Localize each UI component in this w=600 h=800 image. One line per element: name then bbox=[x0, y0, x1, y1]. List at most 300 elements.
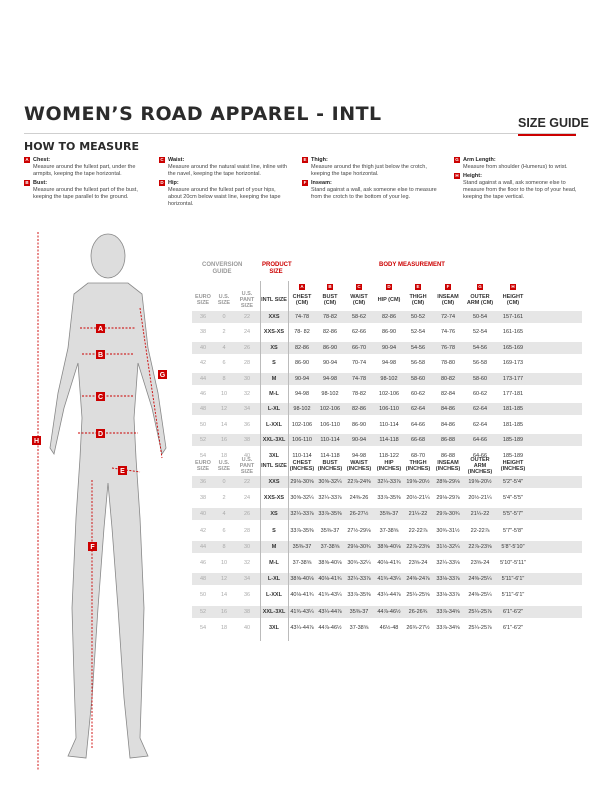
conv-cell: 12 bbox=[220, 576, 228, 583]
cm-cell: 173-177 bbox=[502, 375, 524, 382]
measure-item bbox=[454, 173, 584, 201]
cm-cell: 90-94 bbox=[322, 360, 338, 367]
in-cell: 43¼-44⅞ bbox=[290, 624, 314, 631]
cm-cell: 84-86 bbox=[440, 421, 456, 428]
body-measurement-header: BODY MEASUREMENT bbox=[379, 262, 445, 268]
rider-badge-g bbox=[158, 370, 167, 379]
size-cell: XXS-XS bbox=[263, 329, 285, 336]
in-cell: 32¼-33⅞ bbox=[377, 479, 401, 485]
in-cell: 26-27½ bbox=[349, 511, 369, 518]
svg-text:D: D bbox=[97, 431, 104, 438]
measure-header: HIP (INCHES) bbox=[376, 460, 402, 472]
conv-cell: 40 bbox=[243, 624, 251, 631]
in-cell: 19⅝-20½ bbox=[406, 479, 430, 485]
measure-header: HIP (CM) bbox=[377, 297, 401, 303]
cm-cell: 94-98 bbox=[351, 452, 367, 459]
cm-cell: 58-62 bbox=[351, 314, 367, 320]
cm-cell: 62-66 bbox=[351, 329, 367, 336]
in-cell: 30¾-32¼ bbox=[347, 560, 371, 566]
in-cell: 44⅞-46½ bbox=[377, 608, 401, 615]
measure-badge-icon: B bbox=[328, 284, 332, 289]
table-row bbox=[192, 311, 582, 323]
cm-cell: 98-102 bbox=[321, 391, 339, 397]
conv-cell: 34 bbox=[243, 406, 251, 413]
in-cell: 23⅝-24 bbox=[408, 560, 428, 566]
in-cell: 35⅜-37 bbox=[379, 511, 399, 518]
cm-cell: 82-86 bbox=[381, 314, 397, 320]
cm-cell: 76-78 bbox=[440, 344, 456, 351]
table-row bbox=[192, 476, 582, 488]
measure-header: THIGH (INCHES) bbox=[405, 460, 431, 472]
in-cell: 5'10"-5'11" bbox=[500, 560, 526, 566]
in-cell: 46½-48 bbox=[379, 624, 399, 631]
table-row bbox=[192, 573, 582, 585]
conv-header: U.S. PANT SIZE bbox=[239, 291, 255, 309]
conv-cell: 36 bbox=[199, 314, 207, 320]
cm-cell: 90-94 bbox=[351, 437, 367, 444]
table-row bbox=[192, 326, 582, 338]
in-cell: 32¼-33⅞ bbox=[290, 511, 314, 518]
table-row bbox=[192, 622, 582, 634]
svg-text:F: F bbox=[90, 544, 95, 551]
cm-cell: 58-60 bbox=[410, 375, 426, 382]
conv-cell: 48 bbox=[199, 406, 207, 413]
rider-illustration bbox=[20, 228, 196, 798]
in-cell: 31½-32¼ bbox=[436, 543, 460, 550]
conv-cell: 26 bbox=[243, 344, 251, 351]
cm-cell: 102-106 bbox=[378, 391, 400, 397]
table-row bbox=[192, 434, 582, 446]
rider-badge-c bbox=[96, 392, 105, 401]
table-row bbox=[192, 357, 582, 369]
svg-text:B: B bbox=[97, 352, 104, 359]
in-cell: 32¼-33⅞ bbox=[347, 576, 371, 583]
rider-badge-f bbox=[88, 542, 97, 551]
measure-header: CHEST (CM) bbox=[292, 294, 312, 306]
cm-cell: 62-64 bbox=[472, 406, 488, 413]
conv-cell: 42 bbox=[199, 527, 207, 534]
size-cell: M-L bbox=[269, 391, 279, 397]
in-cell: 20½-21¼ bbox=[468, 495, 492, 502]
table-row bbox=[192, 388, 582, 400]
measure-header: HEIGHT (INCHES) bbox=[500, 460, 526, 472]
product-size-header: PRODUCT SIZE bbox=[262, 262, 292, 275]
conv-header: EURO SIZE bbox=[195, 460, 211, 472]
svg-text:G: G bbox=[159, 372, 166, 379]
measure-desc: Measure around the thigh just below the crotch, keeping the tape horizontal. bbox=[311, 164, 427, 177]
size-cell: M bbox=[271, 375, 277, 382]
in-cell: 5'7"-5'8" bbox=[502, 527, 524, 534]
in-cell: 20½-21¼ bbox=[406, 495, 430, 502]
conv-header: U.S. SIZE bbox=[217, 294, 231, 306]
conv-cell: 18 bbox=[220, 624, 228, 631]
cm-cell: 74-78 bbox=[294, 314, 310, 320]
cm-cell: 68-70 bbox=[410, 452, 426, 459]
conv-cell: 38 bbox=[243, 437, 251, 444]
in-cell: 40⅛-41¾ bbox=[318, 576, 342, 583]
measure-name: Chest: bbox=[33, 157, 51, 163]
size-cell: XXS bbox=[268, 479, 280, 485]
measure-header: WAIST (CM) bbox=[350, 294, 368, 306]
size-cell: S bbox=[272, 527, 276, 534]
cm-cell: 181-185 bbox=[502, 421, 524, 428]
in-cell: 23⅝-24 bbox=[470, 560, 490, 566]
in-cell: 22-22⅞ bbox=[470, 527, 490, 534]
in-cell: 41¾-43¼ bbox=[290, 608, 314, 615]
measure-header: CHEST (INCHES) bbox=[289, 460, 315, 472]
conv-cell: 46 bbox=[199, 560, 207, 566]
conv-cell: 10 bbox=[220, 560, 228, 566]
svg-text:A: A bbox=[97, 326, 104, 333]
measure-badge-icon: G bbox=[478, 284, 482, 289]
in-cell: 30¾-31½ bbox=[436, 527, 460, 534]
cm-cell: 110-114 bbox=[292, 452, 312, 459]
in-cell: 25¼-25⅞ bbox=[468, 608, 492, 615]
conv-cell: 8 bbox=[222, 375, 226, 382]
in-cell: 38⅝-40⅛ bbox=[377, 543, 401, 550]
conv-cell: 26 bbox=[243, 511, 251, 518]
measure-header: OUTER ARM (CM) bbox=[466, 294, 494, 306]
in-cell: 29⅛-30¾ bbox=[347, 543, 371, 550]
in-cell: 26-26¾ bbox=[408, 608, 428, 615]
cm-cell: 80-82 bbox=[440, 375, 456, 382]
measure-desc: Measure around the fullest part of the bust, keeping the tape parallel to the ground. bbox=[33, 187, 138, 200]
size-header: INTL SIZE bbox=[261, 463, 287, 469]
conv-cell: 22 bbox=[243, 479, 251, 485]
conv-cell: 44 bbox=[199, 375, 207, 382]
cm-cell: 78-82 bbox=[351, 391, 367, 397]
measure-badge: H bbox=[455, 173, 459, 178]
cm-cell: 50-52 bbox=[410, 314, 426, 320]
measure-header: INSEAM (CM) bbox=[437, 294, 459, 306]
in-cell: 29⅛-29⅞ bbox=[436, 495, 460, 502]
rider-badge-e bbox=[118, 466, 127, 475]
in-cell: 44⅞-46½ bbox=[318, 624, 342, 631]
measure-header: BUST (INCHES) bbox=[317, 460, 343, 472]
cm-cell: 60-62 bbox=[410, 391, 426, 397]
in-cell: 22-22⅞ bbox=[408, 527, 428, 534]
conv-cell: 36 bbox=[243, 592, 251, 599]
table-row bbox=[192, 589, 582, 601]
measure-badge: A bbox=[25, 157, 29, 162]
cm-cell: 98-102 bbox=[380, 375, 398, 382]
table-row bbox=[192, 342, 582, 354]
measure-header: THIGH (CM) bbox=[409, 294, 427, 306]
cm-cell: 181-185 bbox=[502, 406, 524, 413]
conv-cell: 48 bbox=[199, 576, 207, 583]
cm-cell: 86-88 bbox=[440, 437, 456, 444]
svg-text:E: E bbox=[120, 468, 125, 475]
conv-cell: 22 bbox=[243, 314, 251, 320]
measure-desc: Stand against a wall, ask someone else to measure from the crotch to the bottom of your leg. bbox=[311, 187, 437, 200]
cm-cell: 82-86 bbox=[294, 344, 310, 351]
measure-item bbox=[302, 180, 442, 201]
measure-desc: Measure around the fullest part of your hips, about 20cm below waist line, keeping the tape horizontal. bbox=[168, 187, 281, 207]
conv-cell: 16 bbox=[220, 437, 228, 444]
table-row bbox=[192, 508, 582, 520]
in-cell: 33⅛-33⅞ bbox=[436, 592, 460, 599]
cm-cell: 74-76 bbox=[440, 329, 456, 336]
cm-cell: 82-86 bbox=[322, 329, 338, 336]
size-cell: XXS bbox=[268, 314, 280, 320]
cm-cell: 90-94 bbox=[294, 375, 310, 382]
cm-cell: 82-86 bbox=[351, 406, 367, 413]
conv-cell: 40 bbox=[199, 344, 207, 351]
measure-header: HEIGHT (CM) bbox=[502, 294, 524, 306]
rider-badge-b bbox=[96, 350, 105, 359]
size-cell: L-XXL bbox=[266, 592, 282, 599]
cm-cell: 62-64 bbox=[410, 406, 426, 413]
svg-text:H: H bbox=[33, 438, 40, 445]
conv-cell: 34 bbox=[243, 576, 251, 583]
cm-cell: 110-114 bbox=[379, 421, 399, 428]
cm-cell: 56-58 bbox=[472, 360, 488, 367]
measure-header: BUST (CM) bbox=[322, 294, 338, 306]
conv-cell: 28 bbox=[243, 360, 251, 367]
in-cell: 38⅝-40⅛ bbox=[318, 560, 342, 566]
cm-cell: 62-64 bbox=[472, 421, 488, 428]
size-cell: XS bbox=[270, 511, 278, 518]
conv-cell: 42 bbox=[199, 360, 207, 367]
rider-badge-d bbox=[96, 429, 105, 438]
how-to-measure-heading: HOW TO MEASURE bbox=[24, 140, 140, 153]
measure-desc: Measure from shoulder (Humerus) to wrist. bbox=[463, 164, 568, 170]
conv-cell: 2 bbox=[222, 329, 226, 336]
size-cell: S bbox=[272, 360, 276, 367]
cm-cell: 94-98 bbox=[294, 391, 310, 397]
conv-cell: 4 bbox=[222, 344, 226, 351]
measure-item bbox=[24, 157, 142, 178]
size-cell: M bbox=[271, 543, 277, 550]
in-cell: 35⅜-37 bbox=[320, 527, 340, 534]
size-cell: XXL-3XL bbox=[262, 608, 286, 615]
size-cell: 3XL bbox=[268, 624, 280, 631]
cm-cell: 66-70 bbox=[351, 344, 367, 351]
measure-item bbox=[454, 157, 584, 171]
measure-badge-icon: F bbox=[446, 284, 450, 289]
measure-desc: Measure around the fullest part, under the armpits, keeping the tape horizontal. bbox=[33, 164, 136, 177]
cm-cell: 52-54 bbox=[472, 329, 488, 336]
page-title: WOMEN’S ROAD APPAREL - INTL bbox=[24, 103, 382, 125]
in-cell: 6'1"-6'2" bbox=[502, 608, 524, 615]
in-cell: 25¼-25⅞ bbox=[468, 624, 492, 631]
conv-cell: 40 bbox=[243, 452, 251, 459]
measure-badge: E bbox=[303, 157, 307, 162]
measure-name: Hip: bbox=[168, 180, 179, 186]
conv-cell: 0 bbox=[222, 479, 226, 485]
in-cell: 30⅝-32¼ bbox=[318, 479, 342, 485]
cm-cell: 86-88 bbox=[440, 452, 456, 459]
conv-cell: 6 bbox=[222, 527, 226, 534]
in-cell: 33⅞-34⅝ bbox=[436, 624, 460, 631]
cm-cell: 102-106 bbox=[319, 406, 341, 413]
cm-cell: 114-118 bbox=[379, 437, 399, 444]
in-cell: 32¼-33⅛ bbox=[436, 560, 460, 566]
measure-header: WAIST (INCHES) bbox=[346, 460, 372, 472]
size-cell: M-L bbox=[269, 560, 279, 566]
cm-cell: 78-82 bbox=[322, 314, 338, 320]
in-cell: 29⅞-30¾ bbox=[436, 511, 460, 518]
conv-cell: 38 bbox=[199, 495, 207, 502]
in-cell: 26¾-27½ bbox=[406, 624, 430, 631]
conv-cell: 30 bbox=[243, 375, 251, 382]
measure-badge: F bbox=[303, 180, 307, 185]
conv-cell: 50 bbox=[199, 421, 207, 428]
column-separator bbox=[288, 281, 289, 641]
cm-cell: 177-181 bbox=[502, 391, 524, 397]
in-cell: 37-38⅝ bbox=[292, 560, 312, 566]
in-cell: 30⅝-32¼ bbox=[290, 495, 314, 502]
in-cell: 5'4"-5'5" bbox=[502, 495, 524, 502]
measure-column bbox=[159, 157, 287, 210]
cm-cell: 56-58 bbox=[410, 360, 426, 367]
measure-desc: Stand against a wall, ask someone else to measure from the floor to the top of your head, keeping the tape vertical. bbox=[463, 180, 577, 200]
cm-cell: 169-173 bbox=[502, 360, 524, 367]
conv-cell: 0 bbox=[222, 314, 226, 320]
conv-cell: 24 bbox=[243, 495, 251, 502]
rider-badge-a bbox=[96, 324, 105, 333]
in-cell: 33⅞-35⅜ bbox=[347, 592, 371, 599]
cm-cell: 82-84 bbox=[440, 391, 456, 397]
measure-header: INSEAM (INCHES) bbox=[435, 460, 461, 472]
size-guide-label: SIZE GUIDE bbox=[518, 116, 589, 130]
cm-cell: 114-118 bbox=[320, 452, 340, 459]
header-row bbox=[192, 290, 582, 310]
in-cell: 37-38⅝ bbox=[320, 543, 340, 550]
cm-cell: 94-98 bbox=[381, 360, 397, 367]
conv-cell: 28 bbox=[243, 527, 251, 534]
cm-cell: 102-106 bbox=[291, 421, 313, 428]
cm-cell: 74-78 bbox=[351, 375, 367, 382]
cm-cell: 161-165 bbox=[502, 329, 524, 336]
conv-cell: 14 bbox=[220, 592, 228, 599]
in-cell: 28⅜-29⅛ bbox=[436, 479, 460, 485]
cm-cell: 70-74 bbox=[351, 360, 367, 367]
measure-name: Height: bbox=[463, 173, 482, 179]
conv-cell: 14 bbox=[220, 421, 228, 428]
cm-cell: 94-98 bbox=[322, 375, 338, 382]
in-cell: 24⅜-25¼ bbox=[468, 576, 492, 583]
in-cell: 29⅛-30⅝ bbox=[290, 479, 314, 485]
cm-cell: 54-56 bbox=[410, 344, 426, 351]
measure-badge: C bbox=[160, 157, 164, 162]
in-cell: 37-38⅝ bbox=[379, 527, 399, 534]
in-cell: 27½-29⅛ bbox=[347, 527, 371, 534]
table-row bbox=[192, 419, 582, 431]
table-row bbox=[192, 557, 582, 569]
in-cell: 33⅞-35⅜ bbox=[318, 511, 342, 518]
measure-item bbox=[302, 157, 442, 178]
cm-cell: 52-54 bbox=[410, 329, 426, 336]
measure-name: Arm Length: bbox=[463, 157, 496, 163]
cm-cell: 86-90 bbox=[322, 344, 338, 351]
cm-cell: 86-90 bbox=[381, 329, 397, 336]
table-row bbox=[192, 525, 582, 537]
conv-cell: 4 bbox=[222, 511, 226, 518]
conv-cell: 46 bbox=[199, 391, 207, 397]
cm-cell: 86-90 bbox=[294, 360, 310, 367]
conv-cell: 6 bbox=[222, 360, 226, 367]
size-cell: XXL-3XL bbox=[262, 437, 286, 444]
in-cell: 25¼-25⅝ bbox=[406, 592, 430, 599]
conv-cell: 32 bbox=[243, 391, 251, 397]
measure-badge-icon: H bbox=[511, 284, 515, 289]
size-cell: 3XL bbox=[268, 452, 280, 459]
column-separator bbox=[260, 281, 261, 641]
in-cell: 24⅜-25¼ bbox=[468, 592, 492, 599]
in-cell: 40⅛-41¾ bbox=[290, 592, 314, 599]
in-cell: 38⅝-40⅛ bbox=[290, 576, 314, 583]
conv-cell: 50 bbox=[199, 592, 207, 599]
conv-cell: 38 bbox=[199, 329, 207, 336]
in-cell: 40⅛-41¾ bbox=[377, 560, 401, 566]
conv-cell: 38 bbox=[243, 608, 251, 615]
measure-badge-icon: A bbox=[300, 284, 304, 289]
cm-cell: 54-56 bbox=[472, 344, 488, 351]
conv-cell: 54 bbox=[199, 452, 207, 459]
cm-cell: 84-86 bbox=[440, 406, 456, 413]
in-cell: 35⅜-37 bbox=[349, 608, 369, 615]
conv-cell: 44 bbox=[199, 543, 207, 550]
cm-cell: 106-110 bbox=[379, 406, 399, 413]
measure-item bbox=[159, 157, 287, 178]
conv-header: EURO SIZE bbox=[195, 294, 211, 306]
measure-desc: Measure around the natural waist line, inline with the navel, keeping the tape horizontal. bbox=[168, 164, 287, 177]
rider-badge-h bbox=[32, 436, 41, 445]
measure-column bbox=[454, 157, 584, 203]
measure-badge: G bbox=[455, 157, 459, 162]
conv-cell: 16 bbox=[220, 608, 228, 615]
conv-cell: 2 bbox=[222, 495, 226, 502]
measure-badge: D bbox=[160, 180, 164, 185]
in-cell: 41¾-43¼ bbox=[377, 576, 401, 583]
in-cell: 22⅞-23⅝ bbox=[406, 543, 430, 550]
in-cell: 6'1"-6'2" bbox=[502, 624, 524, 631]
in-cell: 43¼-44⅞ bbox=[318, 608, 342, 615]
measure-column bbox=[24, 157, 142, 203]
conv-cell: 30 bbox=[243, 543, 251, 550]
measure-name: Inseam: bbox=[311, 180, 332, 186]
cm-cell: 110-114 bbox=[320, 437, 340, 444]
table-row bbox=[192, 606, 582, 618]
size-header: INTL SIZE bbox=[261, 297, 287, 303]
cm-cell: 64-66 bbox=[472, 437, 488, 444]
helmet-shape bbox=[91, 234, 125, 278]
cm-cell: 98-102 bbox=[293, 406, 311, 413]
conv-cell: 52 bbox=[199, 437, 207, 444]
table-row bbox=[192, 541, 582, 553]
table-row bbox=[192, 373, 582, 385]
conv-cell: 36 bbox=[199, 479, 207, 485]
in-cell: 32¼-33⅞ bbox=[318, 495, 342, 502]
in-cell: 19⅝-20½ bbox=[468, 479, 492, 485]
cm-cell: 157-161 bbox=[502, 314, 524, 320]
cm-cell: 64-66 bbox=[410, 421, 426, 428]
in-cell: 37-38⅝ bbox=[349, 624, 369, 631]
conv-cell: 18 bbox=[220, 452, 228, 459]
cm-cell: 78- 82 bbox=[294, 329, 310, 336]
in-cell: 33⅞-35⅜ bbox=[377, 495, 401, 502]
in-cell: 24⅜-26 bbox=[349, 495, 369, 502]
cm-cell: 50-54 bbox=[472, 314, 488, 320]
conv-header: U.S. SIZE bbox=[217, 460, 231, 472]
cm-cell: 165-169 bbox=[502, 344, 524, 351]
cm-cell: 58-60 bbox=[472, 375, 488, 382]
in-cell: 21¼-22 bbox=[470, 511, 490, 518]
conv-cell: 32 bbox=[243, 560, 251, 566]
conv-cell: 24 bbox=[243, 329, 251, 336]
conversion-guide-header: CONVERSION GUIDE bbox=[202, 262, 243, 275]
